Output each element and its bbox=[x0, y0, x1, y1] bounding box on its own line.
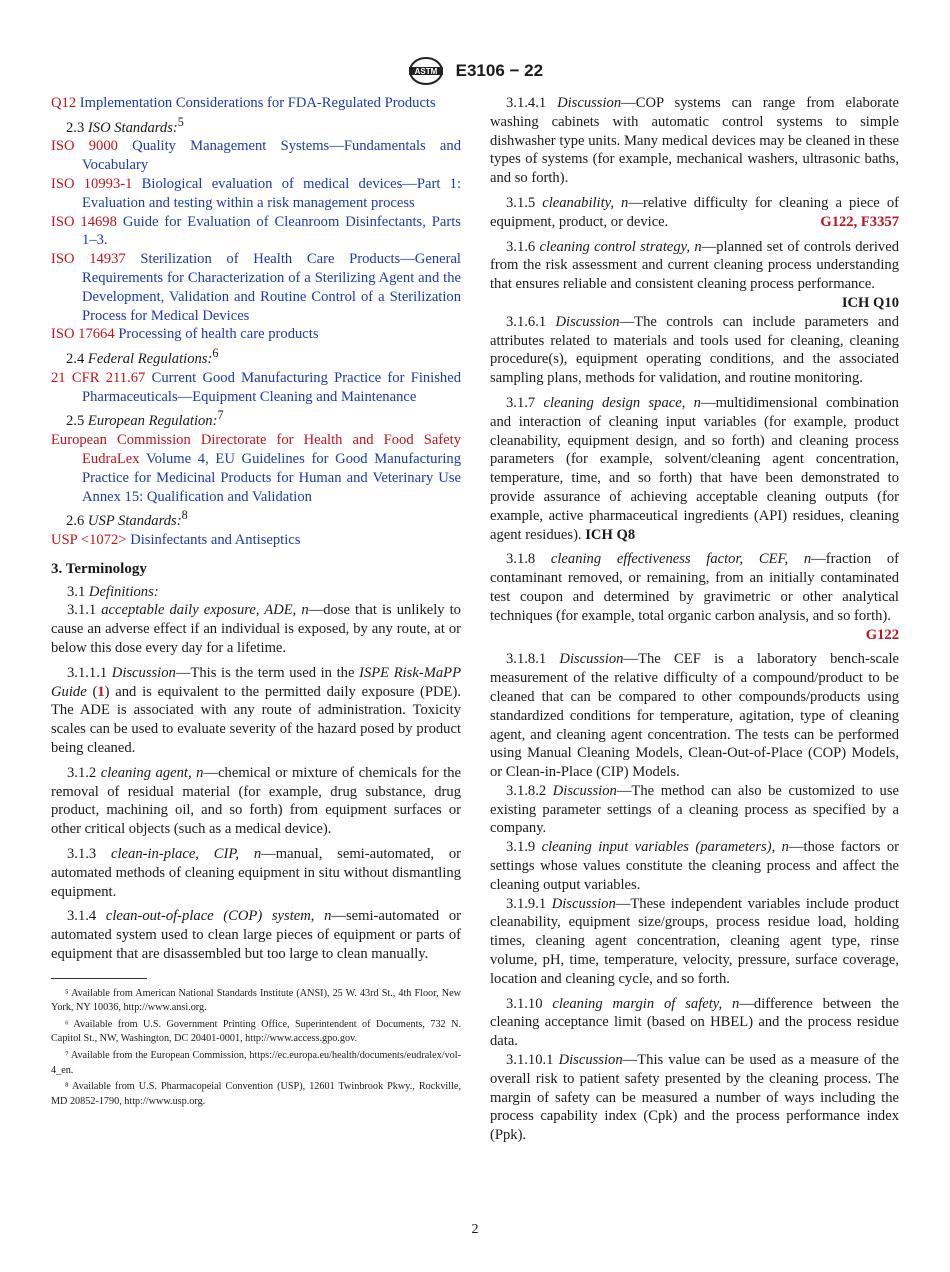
left-column bbox=[51, 94, 461, 1111]
reference-q12: Q12 Implementation Considerations for FDA-Regulated Products bbox=[51, 95, 436, 111]
definition-3-1-2: 3.1.2 cleaning agent, n—chemical or mixture of chemicals for the removal of residual material (for example, drug substance, drug product, machining oil, and so forth) from equipment surfaces or other critical objects (such as a medical device). bbox=[51, 764, 461, 838]
definition-3-1-1: 3.1.1 acceptable daily exposure, ADE, n—dose that is unlikely to cause an adverse effect if an individual is exposed, by any route, at or below this dose every day for a lifetime. bbox=[51, 602, 461, 656]
discussion-3-1-9-1: 3.1.9.1 Discussion—These independent variables include product cleanability, equipment size/groups, process residue load, holding times, cleaning agent concentration, cleaning agent type, rinse volume, pH, time, temperature, velocity, pressure, surface coverage, location and cleaning cycle, and so forth. bbox=[490, 895, 899, 987]
footnote-7: ⁷ Available from the European Commission, https://ec.europa.eu/health/documents/eudralex/vol-4_en. bbox=[51, 1050, 461, 1076]
footnote-5: ⁵ Available from American National Standards Institute (ANSI), 25 W. 43rd St., 4th Floor, New York, NY 10036, http://www.ansi.org. bbox=[51, 987, 461, 1014]
reference-iso-14698: ISO 14698 Guide for Evaluation of Cleanroom Disinfectants, Parts 1–3. bbox=[51, 213, 461, 249]
discussion-3-1-8-1: 3.1.8.1 Discussion—The CEF is a laboratory bench-scale measurement of the relative difficulty of a compound/product to be cleaned that can be compared to other compounds/products using standardized conditions for temperature, agitation, type of cleaning agent, and cleaning agent concentration. The tests can be performed using Manual Cleaning Models, Clean-Out-of-Place (COP) Models, or Clean-in-Place (CIP) Models. bbox=[490, 651, 899, 781]
definition-3-1-6: 3.1.6 cleaning control strategy, n—planned set of controls derived from the risk assessment and current cleaning process understanding that ensures reliable and consistent cleaning process performance. ICH Q10 bbox=[490, 238, 899, 311]
section-2-4: 2.4 Federal Regulations:$^6$ bbox=[66, 346, 219, 368]
definition-3-1-4: 3.1.4 clean-out-of-place (COP) system, n—semi-automated or automated system used to clean large pieces of equipment or parts of equipment that are disassembled but too large to clean manually. bbox=[51, 908, 462, 962]
reference-iso-17664: ISO 17664 Processing of health care products bbox=[51, 326, 319, 343]
discussion-3-1-6-1: 3.1.6.1 Discussion—The controls can include parameters and attributes related to materials and tools used for cleaning, cleaning procedure(s), equipment operating conditions, and the associated sampling plans, methods for validation, and routine monitoring. bbox=[490, 313, 899, 387]
section-2-5: 2.5 European Regulation:$^7$ bbox=[66, 408, 224, 430]
standard-reference-tag: ICH Q10 bbox=[841, 294, 899, 311]
reference-usp-1072: USP <1072> Disinfectants and Antiseptics bbox=[51, 531, 301, 548]
definition-3-1-7: 3.1.7 cleaning design space, n—multidimensional combination and interaction of cleaning input variables (for example, product cleanability, equipment design, and so forth) and cleaning process parameters (for example, solvent/cleaning agent concentration, temperature, time, and so forth) that have been demonstrated to provide assurance of achieving acceptable cleaning outputs (for example, active pharmaceutical ingredients (API) residues, cleaning agent residues). ICH Q8 bbox=[490, 394, 899, 543]
section-heading-terminology: 3. Terminology bbox=[51, 560, 147, 577]
standard-reference-tag[interactable]: G122 bbox=[865, 626, 899, 643]
reference-iso-14937: ISO 14937 Sterilization of Health Care Products—General Requirements for Characterization of a Sterilizing Agent and the Development, Validation and Routine Control of a Sterilization Process for Medical Devices bbox=[51, 251, 461, 324]
svg-text:ASTM: ASTM bbox=[414, 67, 438, 76]
definition-3-1-9: 3.1.9 cleaning input variables (parameters), n—those factors or settings whose values constitute the cleaning process and affect the cleaning output variables. bbox=[490, 839, 899, 893]
reference-21-cfr: 21 CFR 211.67 Current Good Manufacturing Practice for Finished Pharmaceuticals—Equipment Cleaning and Maintenance bbox=[51, 369, 461, 405]
reference-iso-10993: ISO 10993-1 Biological evaluation of medical devices—Part 1: Evaluation and testing within a risk management process bbox=[51, 176, 461, 211]
reference-iso-9000: ISO 9000 Quality Management Systems—Fundamentals and Vocabulary bbox=[51, 138, 461, 174]
discussion-3-1-4-1: 3.1.4.1 Discussion—COP systems can range from elaborate washing cabinets with automatic control systems to simple dishwasher type units. Many medical devices may be cleaned in these types of systems (for example, mechanical washers, ultrasonic baths, and so forth). bbox=[490, 95, 899, 187]
footnote-6: ⁶ Available from U.S. Government Printing Office, Superintendent of Documents, 732 N. Capitol St., NW, Washington, DC 20401-0001, http://www.access.gpo.gov. bbox=[51, 1018, 461, 1045]
section-2-6: 2.6 USP Standards:$^8$ bbox=[66, 508, 188, 530]
standard-reference-tag: ICH Q8 bbox=[585, 526, 636, 543]
document-designation: E3106 − 22 bbox=[455, 61, 544, 80]
reference-eudralex: European Commission Directorate for Health and Food Safety EudraLex Volume 4, EU Guidelines for Good Manufacturing Practice for Medicinal Products for Human and Veterinary Use Annex 15: Qualification and Validation bbox=[51, 432, 461, 505]
definition-3-1-10: 3.1.10 cleaning margin of safety, n—difference between the cleaning acceptance limit (based on HBEL) and the process residue data. bbox=[490, 995, 899, 1050]
page-header bbox=[0, 56, 950, 86]
footnote-8: ⁸ Available from U.S. Pharmacopeial Convention (USP), 12601 Twinbrook Pkwy., Rockville, MD 20852-1790, http://www.usp.org. bbox=[51, 1081, 461, 1107]
right-column bbox=[490, 94, 899, 1145]
discussion-3-1-8-2: 3.1.8.2 Discussion—The method can also be customized to use existing parameter settings of a cleaning process as specified by a company. bbox=[490, 782, 899, 837]
discussion-3-1-10-1: 3.1.10.1 Discussion—This value can be used as a measure of the overall risk to patient safety presented by the cleaning process. The margin of safety can be measured a number of ways including the process capability index (Cpk) and the process performance index (Ppk). bbox=[490, 1052, 899, 1144]
section-2-3: 2.3 ISO Standards:$^5$ bbox=[66, 114, 184, 136]
discussion-3-1-1-1: 3.1.1.1 Discussion—This is the term used in the ISPE Risk-MaPP Guide (1) and is equivalent to the permitted daily exposure (PDE). The ADE is associated with any route of administration. Toxicity scales can be used to evaluate severity of the hazard posed by product being cleaned. bbox=[51, 664, 461, 756]
definition-3-1-3: 3.1.3 clean-in-place, CIP, n—manual, semi-automated, or automated methods of cleaning equipment in situ without dismantling equipment. bbox=[51, 845, 461, 900]
page-number: 2 bbox=[471, 1222, 479, 1237]
definition-3-1-8: 3.1.8 cleaning effectiveness factor, CEF, n—fraction of contaminant removed, or remaining, from an initially contaminated test coupon and determined by gravimetric or other analytical techniques (for example, total organic carbon analysis, and so forth). G122 bbox=[490, 551, 899, 643]
footnote-divider bbox=[51, 978, 147, 979]
astm-logo bbox=[407, 56, 445, 86]
standard-reference-tag[interactable]: G122, F3357 bbox=[820, 213, 899, 230]
definition-3-1: 3.1 Definitions: bbox=[67, 583, 159, 600]
definition-3-1-5: 3.1.5 cleanability, n—relative difficulty for cleaning a piece of equipment, product, or device. G122, F3357 bbox=[490, 194, 899, 230]
